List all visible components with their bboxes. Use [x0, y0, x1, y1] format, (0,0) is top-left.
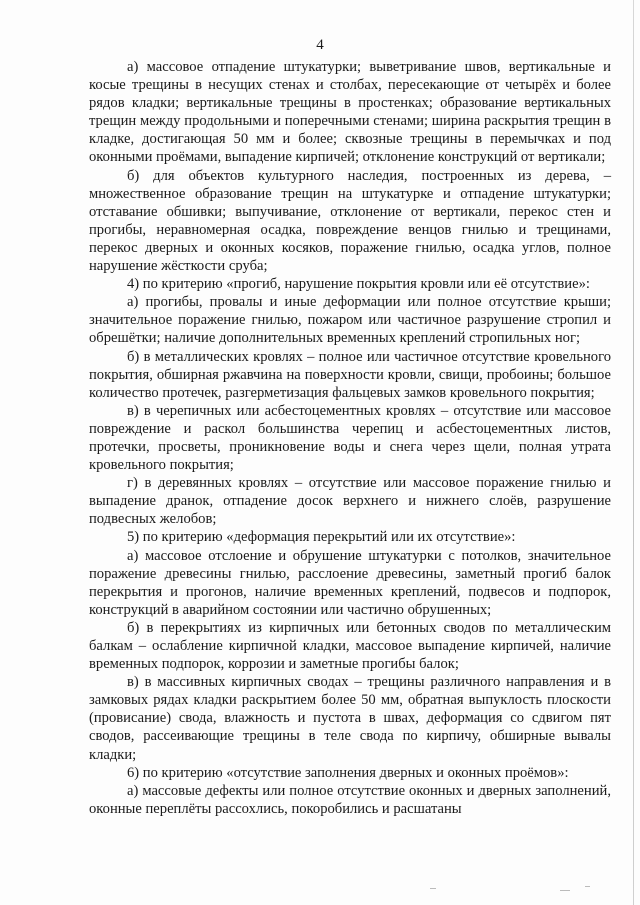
paragraph-5b: б) в перекрытиях из кирпичных или бетонных сводов по металлическим балкам – ослабление кирпичной кладки, массовое выпадение кирпичей, наличие временных подпорок, коррозии и заметные прогибы балок;	[89, 619, 611, 673]
paragraph-1b: б) для объектов культурного наследия, построенных из дерева, – множественное образование трещин на штукатурке и отпадение штукатурки; отставание обшивки; выпучивание, отклонение от вертикали, перекос стен и прогибы, неравномерная осадка, повреждение венцов гнилью и трещинами, перекос дверных и оконных косяков, поражение гнилью, осадка углов, полное нарушение жёсткости сруба;	[89, 167, 611, 275]
paragraph-5a: а) массовое отслоение и обрушение штукатурки с потолков, значительное поражение древесины гнилью, расслоение древесины, заметный прогиб балок перекрытия и прогонов, наличие временных креплений, подвесов и подпорок, конструкций в аварийном состоянии или частично обрушенных;	[89, 547, 611, 618]
paragraph-1a: а) массовое отпадение штукатурки; выветривание швов, вертикальные и косые трещины в несущих стенах и столбах, пересекающие от четырёх и более рядов кладки; вертикальные трещины в простенках; образование вертикальных трещин между продольными и поперечными стенами; ширина раскрытия трещин в кладке, достигающая 50 мм и более; сквозные трещины в перемычках и под оконными проёмами, выпадение кирпичей; отклонение конструкций от вертикали;	[89, 59, 611, 166]
paragraph-5-heading: 5) по критерию «деформация перекрытий или их отсутствие»:	[127, 529, 516, 546]
paragraph-4b: б) в металлических кровлях – полное или частичное отсутствие кровельного покрытия, обширная ржавчина на поверхности кровли, свищи, пробоины; большое количество протечек, разгерметизация фальцевых замков кровельного покрытия;	[89, 348, 611, 401]
paragraph-4d: г) в деревянных кровлях – отсутствие или массовое поражение гнилью и выпадение дранок, отпадение досок верхнего и нижнего слоёв, разрушение подвесных желобов;	[89, 475, 611, 528]
scan-speck	[585, 886, 590, 887]
paragraph-4a: а) прогибы, провалы и иные деформации или полное отсутствие крыши; значительное поражение гнилью, пожаром или частичное разрушение стропил и обрешётки; наличие дополнительных временных креплений стропильных ног;	[89, 294, 611, 347]
paragraph-4c: в) в черепичных или асбестоцементных кровлях – отсутствие или массовое повреждение и раскол большинства черепиц и асбестоцементных листов, протечки, просветы, проникновение воды и снега через щели, полная утрата кровельного покрытия;	[89, 402, 611, 474]
scan-edge-line	[633, 0, 634, 905]
page-number: 4	[316, 37, 324, 53]
scan-speck	[560, 890, 570, 891]
paragraph-5c: в) в массивных кирпичных сводах – трещины различного направления и в замковых рядах кладки раскрытием более 50 мм, обратная выпуклость плоскости (провисание) свода, влажность и пустота в швах, деформация со сдвигом пят сводов, рассеивающие трещины в теле свода по кирпичу, обширные вывалы кладки;	[89, 674, 611, 763]
paragraph-4-heading: 4) по критерию «прогиб, нарушение покрытия кровли или её отсутствие»:	[127, 276, 590, 293]
body-text	[89, 58, 611, 818]
scan-speck	[430, 888, 436, 889]
paragraph-6-heading: 6) по критерию «отсутствие заполнения дверных и оконных проёмов»:	[127, 764, 569, 781]
paragraph-6a: а) массовые дефекты или полное отсутствие оконных и дверных заполнений, оконные переплёты рассохлись, покоробились и расшатаны	[89, 782, 611, 817]
